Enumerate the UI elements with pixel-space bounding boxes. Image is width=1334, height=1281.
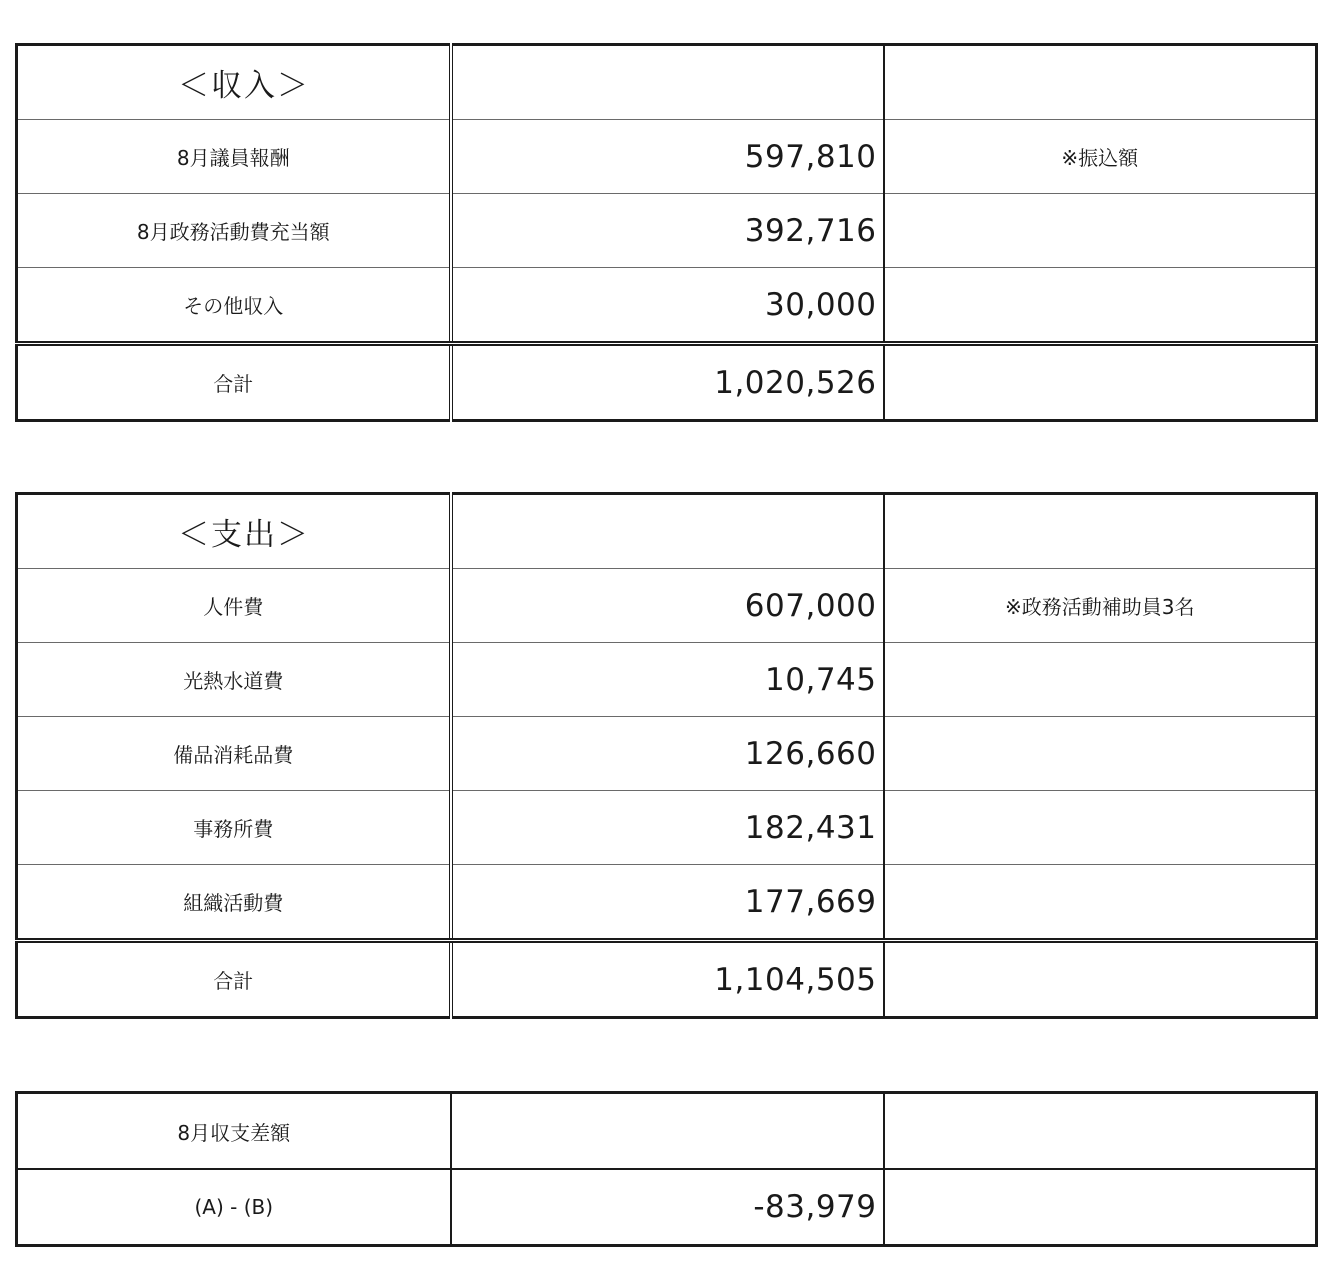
expense-header-row bbox=[17, 494, 1317, 569]
expense-row-note bbox=[884, 791, 1317, 865]
expense-row-label: 組織活動費 bbox=[17, 865, 451, 941]
income-row-amount: 597,810 bbox=[451, 120, 884, 194]
expense-total-amount: 1,104,505 bbox=[451, 941, 884, 1018]
expense-total-note bbox=[884, 941, 1317, 1018]
expense-row-note bbox=[884, 717, 1317, 791]
expense-total-label: 合計 bbox=[17, 941, 451, 1018]
income-row-label: 8月議員報酬 bbox=[17, 120, 451, 194]
income-total-note bbox=[884, 344, 1317, 421]
income-row bbox=[17, 268, 1317, 344]
expense-header-note-cell bbox=[884, 494, 1317, 569]
income-total-label: 合計 bbox=[17, 344, 451, 421]
income-row-amount: 30,000 bbox=[451, 268, 884, 344]
expense-total-row bbox=[17, 941, 1317, 1018]
expense-heading: ＜支出＞ bbox=[17, 494, 451, 569]
income-row-note bbox=[884, 194, 1317, 268]
income-row-label: その他収入 bbox=[17, 268, 451, 344]
income-header-note-cell bbox=[884, 45, 1317, 120]
expense-header-amount-cell bbox=[451, 494, 884, 569]
difference-note bbox=[884, 1169, 1317, 1246]
difference-header-amount-cell bbox=[451, 1093, 884, 1170]
expense-row-note bbox=[884, 643, 1317, 717]
income-heading: ＜収入＞ bbox=[17, 45, 451, 120]
difference-heading: 8月収支差額 bbox=[17, 1093, 451, 1170]
expense-row-label: 光熱水道費 bbox=[17, 643, 451, 717]
expense-row-amount: 10,745 bbox=[451, 643, 884, 717]
difference-row bbox=[17, 1169, 1317, 1246]
income-row bbox=[17, 120, 1317, 194]
expense-row bbox=[17, 717, 1317, 791]
difference-amount: -83,979 bbox=[451, 1169, 884, 1246]
expense-row-amount: 607,000 bbox=[451, 569, 884, 643]
income-table bbox=[15, 43, 1318, 422]
expense-row-label: 備品消耗品費 bbox=[17, 717, 451, 791]
difference-table bbox=[15, 1091, 1318, 1247]
income-header-row bbox=[17, 45, 1317, 120]
expense-row bbox=[17, 569, 1317, 643]
difference-header-row bbox=[17, 1093, 1317, 1170]
income-total-amount: 1,020,526 bbox=[451, 344, 884, 421]
income-row-note bbox=[884, 268, 1317, 344]
expense-row-amount: 177,669 bbox=[451, 865, 884, 941]
income-row bbox=[17, 194, 1317, 268]
income-row-amount: 392,716 bbox=[451, 194, 884, 268]
expense-row bbox=[17, 865, 1317, 941]
expense-row-label: 人件費 bbox=[17, 569, 451, 643]
income-row-note: ※振込額 bbox=[884, 120, 1317, 194]
expense-row-note bbox=[884, 865, 1317, 941]
income-header-amount-cell bbox=[451, 45, 884, 120]
difference-formula-label: (A) - (B) bbox=[17, 1169, 451, 1246]
income-row-label: 8月政務活動費充当額 bbox=[17, 194, 451, 268]
difference-header-note-cell bbox=[884, 1093, 1317, 1170]
income-total-row bbox=[17, 344, 1317, 421]
expense-row-label: 事務所費 bbox=[17, 791, 451, 865]
expense-row bbox=[17, 643, 1317, 717]
expense-row bbox=[17, 791, 1317, 865]
expense-row-note: ※政務活動補助員3名 bbox=[884, 569, 1317, 643]
expense-table bbox=[15, 492, 1318, 1019]
expense-row-amount: 182,431 bbox=[451, 791, 884, 865]
expense-row-amount: 126,660 bbox=[451, 717, 884, 791]
